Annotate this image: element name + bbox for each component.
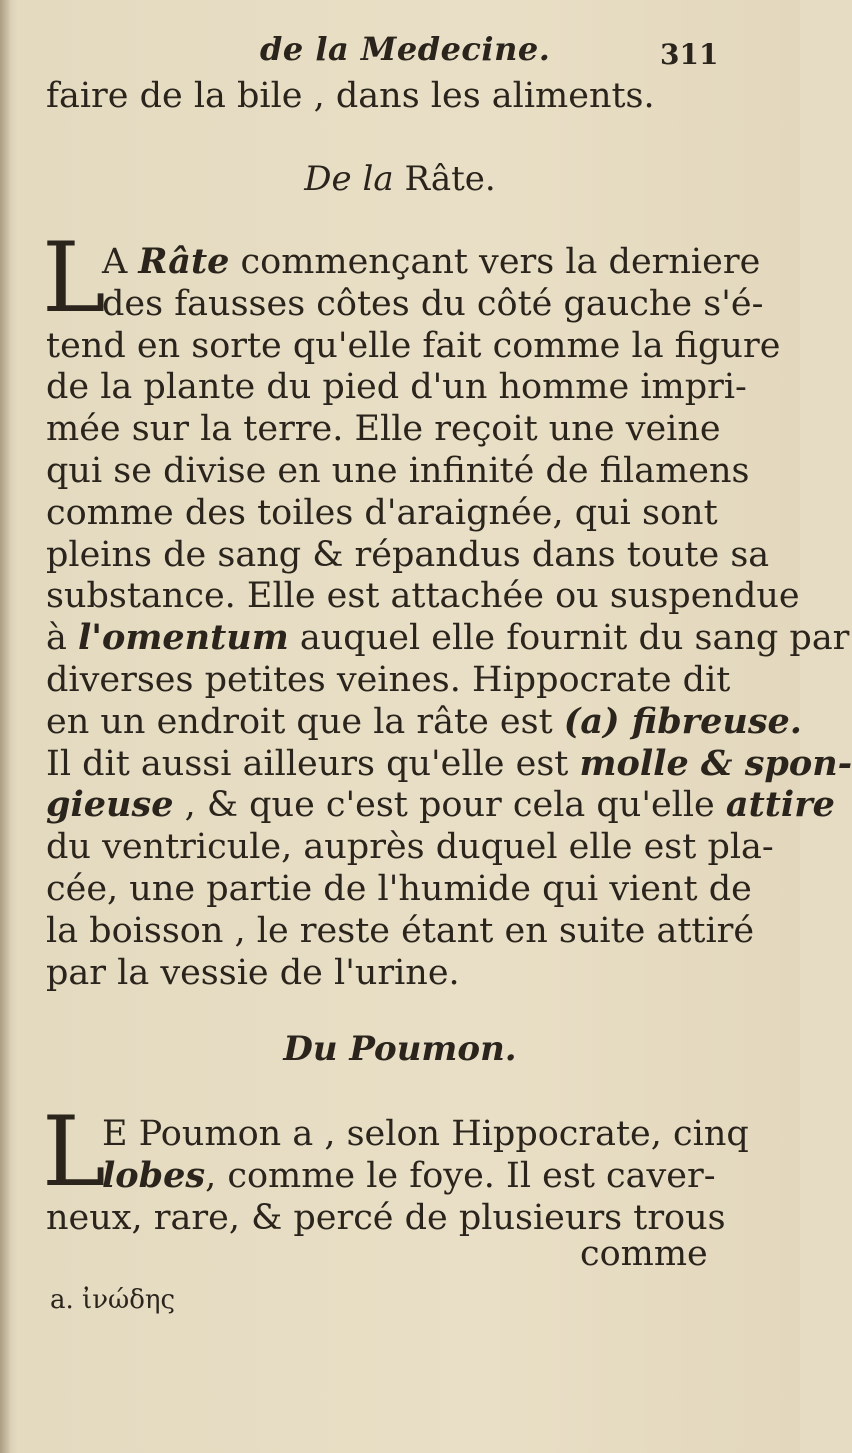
drop-cap: L (42, 1096, 106, 1208)
text-run: tend en sorte qu'elle fait comme la figure (46, 325, 781, 366)
text-run: qui se divise en une infinité de filamens (46, 451, 750, 491)
text-run: E Poumon a , selon Hippocrate, cinq (102, 1114, 749, 1154)
text-line (46, 449, 750, 493)
italic-run: Râte (138, 241, 230, 282)
text-line (46, 324, 781, 368)
running-head (0, 30, 800, 70)
text-run: Il dit aussi ailleurs qu'elle est (46, 743, 580, 784)
page-gutter (0, 0, 10, 1453)
text-run: à (46, 618, 78, 659)
text-run: comme des toiles d'araignée, qui sont (46, 492, 718, 533)
drop-cap: L (42, 222, 106, 334)
text-line (46, 700, 802, 744)
text-run: A (102, 242, 139, 282)
text-line (46, 867, 752, 911)
text-line (102, 240, 761, 284)
text-line (46, 491, 718, 535)
footnote: a. ἰνώδης (50, 1285, 176, 1315)
italic-run: (a) fibreuse. (563, 700, 802, 742)
text-run: , comme le foye. Il est caver- (205, 1156, 716, 1196)
text-line (102, 282, 764, 326)
section-heading-rate (0, 157, 800, 201)
text-line (46, 616, 850, 660)
text-run: substance. Elle est attachée ou suspendue (46, 576, 800, 617)
text-run: cée, une partie de l'humide qui vient de (46, 869, 752, 909)
text-line (46, 407, 721, 451)
page-number: 311 (660, 38, 719, 71)
text-run: auquel elle fournit du sang par (288, 618, 850, 659)
catchword: comme (580, 1234, 708, 1274)
section-heading-poumon (0, 1027, 800, 1071)
text-run: neux, rare, & percé de plusieurs trous (46, 1198, 726, 1238)
text-line (46, 533, 770, 577)
text-line (46, 574, 800, 618)
text-line (46, 909, 755, 953)
text-line (46, 658, 731, 702)
italic-run: lobes (102, 1155, 206, 1196)
italic-run: attire (725, 784, 835, 826)
text-run: mée sur la terre. Elle reçoit une veine (46, 409, 721, 450)
heading-italic: De la (304, 159, 394, 199)
text-run: pleins de sang & répandus dans toute sa (46, 534, 770, 575)
heading-italic: Du Poumon. (283, 1029, 517, 1069)
text-line: faire de la bile , dans les aliments. (46, 76, 655, 116)
text-run: commençant vers la derniere (229, 242, 761, 282)
text-line (102, 1154, 716, 1198)
text-run: en un endroit que la râte est (46, 701, 564, 742)
text-line (46, 783, 835, 827)
text-run: de la plante du pied d'un homme impri- (46, 367, 747, 408)
text-run: par la vessie de l'urine. (46, 952, 460, 993)
running-title: de la Medecine. (260, 30, 551, 68)
text-line (46, 742, 852, 786)
text-run: , & que c'est pour cela qu'elle (173, 785, 726, 826)
italic-run: molle & spon- (579, 742, 852, 784)
text-line (46, 365, 747, 409)
text-run: du ventricule, auprès duquel elle est pla- (46, 827, 774, 868)
italic-run: l'omentum (78, 617, 289, 659)
heading-roman: Râte. (404, 159, 496, 199)
text-line (102, 1112, 749, 1156)
text-line (46, 951, 706, 995)
text-run: diverses petites veines. Hippocrate dit (46, 660, 731, 700)
italic-run: gieuse (46, 784, 174, 826)
text-run: la boisson , le reste étant en suite attiré (46, 910, 755, 951)
text-run: des fausses côtes du côté gauche s'é- (102, 283, 764, 324)
text-line (46, 825, 774, 869)
